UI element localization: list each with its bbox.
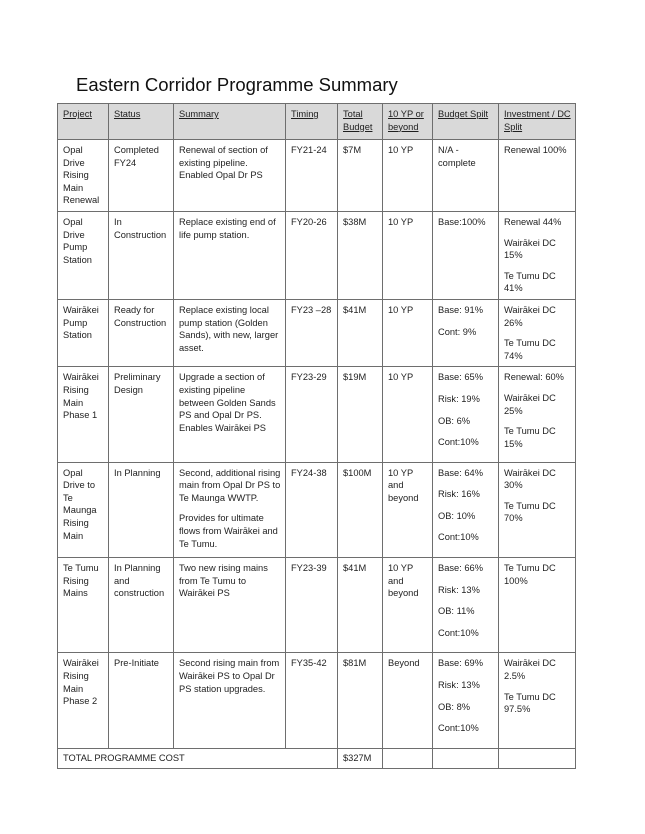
cell-timing: FY35-42 (286, 653, 338, 748)
total-empty-split (433, 748, 499, 768)
split-line: N/A - complete (438, 145, 476, 168)
cell-project: Opal Drive Pump Station (58, 211, 109, 299)
cell-yp: 10 YP (383, 367, 433, 462)
cell-budget: $81M (338, 653, 383, 748)
header-status: Status (109, 104, 174, 140)
split-line: Cont:10% (438, 532, 479, 543)
summary-line: Second rising main from Wairākei PS to Opal Dr PS station upgrades. (179, 658, 280, 694)
header-total-budget: Total Budget (338, 104, 383, 140)
cell-project: Wairākei Pump Station (58, 299, 109, 366)
cell-summary (174, 299, 286, 366)
table-row (58, 299, 576, 366)
split-line: Risk: 13% (438, 584, 480, 595)
cell-summary (174, 558, 286, 653)
cell-status: Ready for Construction (109, 299, 174, 366)
cell-timing: FY20-26 (286, 211, 338, 299)
table-body (58, 140, 576, 749)
cell-timing: FY24-38 (286, 462, 338, 557)
cell-project: Te Tumu Rising Mains (58, 558, 109, 653)
cell-budget: $38M (338, 211, 383, 299)
total-empty-yp (383, 748, 433, 768)
summary-line: Replace existing end of life pump station. (179, 216, 276, 240)
table-row (58, 140, 576, 212)
header-row (58, 104, 576, 140)
cell-timing: FY23-39 (286, 558, 338, 653)
investment-line: Renewal: 60% (504, 372, 564, 383)
cell-status: Pre-Initiate (109, 653, 174, 748)
summary-line: Renewal of section of existing pipeline. Enabled Opal Dr PS (179, 145, 268, 181)
cell-budget: $41M (338, 299, 383, 366)
cell-summary (174, 211, 286, 299)
cell-yp: 10 YP (383, 140, 433, 212)
header-project: Project (58, 104, 109, 140)
cell-split (433, 653, 499, 748)
summary-line: Provides for ultimate flows from Wairākei and Te Tumu. (179, 513, 278, 549)
split-line: Base: 69% (438, 658, 483, 669)
split-line: Risk: 13% (438, 680, 480, 691)
cell-split (433, 558, 499, 653)
cell-investment (499, 558, 576, 653)
cell-summary (174, 653, 286, 748)
table-row (58, 558, 576, 653)
summary-line: Upgrade a section of existing pipeline between Golden Sands PS and Opal Dr PS. Enables Wairākei PS (179, 372, 276, 433)
investment-line: Wairākei DC 2.5% (504, 658, 556, 682)
table-row (58, 211, 576, 299)
cell-budget: $7M (338, 140, 383, 212)
cell-status: In Planning (109, 462, 174, 557)
cell-split (433, 140, 499, 212)
cell-status: Preliminary Design (109, 367, 174, 462)
total-budget: $327M (338, 748, 383, 768)
total-label: TOTAL PROGRAMME COST (58, 748, 338, 768)
summary-line: Two new rising mains from Te Tumu to Wairākei PS (179, 563, 268, 599)
cell-budget: $41M (338, 558, 383, 653)
cell-status: In Planning and construction (109, 558, 174, 653)
investment-line: Wairākei DC 30% (504, 467, 556, 491)
cell-timing: FY23-29 (286, 367, 338, 462)
cell-budget: $100M (338, 462, 383, 557)
cell-yp: 10 YP (383, 299, 433, 366)
programme-table (57, 103, 576, 769)
cell-summary (174, 367, 286, 462)
cell-yp: 10 YP and beyond (383, 462, 433, 557)
split-line: Cont: 9% (438, 326, 477, 337)
cell-project: Wairākei Rising Main Phase 2 (58, 653, 109, 748)
cell-summary (174, 140, 286, 212)
table-row (58, 367, 576, 462)
cell-investment (499, 299, 576, 366)
cell-split (433, 367, 499, 462)
cell-timing: FY21-24 (286, 140, 338, 212)
split-line: Cont:10% (438, 627, 479, 638)
table-row (58, 462, 576, 557)
cell-budget: $19M (338, 367, 383, 462)
summary-line: Replace existing local pump station (Golden Sands), with new, larger asset. (179, 304, 279, 353)
cell-project: Opal Drive to Te Maunga Rising Main (58, 462, 109, 557)
page-title: Eastern Corridor Programme Summary (76, 74, 398, 95)
cell-project: Opal Drive Rising Main Renewal (58, 140, 109, 212)
cell-split (433, 299, 499, 366)
cell-summary (174, 462, 286, 557)
cell-split (433, 462, 499, 557)
split-line: Base: 66% (438, 563, 483, 574)
cell-yp: 10 YP and beyond (383, 558, 433, 653)
investment-line: Wairākei DC 25% (504, 392, 556, 416)
total-row (58, 748, 576, 768)
investment-line: Wairākei DC 26% (504, 304, 556, 328)
cell-status: Completed FY24 (109, 140, 174, 212)
header-budget-split: Budget Spilt (433, 104, 499, 140)
header-summary: Summary (174, 104, 286, 140)
split-line: Base: 91% (438, 304, 483, 315)
total-empty-investment (499, 748, 576, 768)
investment-line: Te Tumu DC 74% (504, 338, 556, 361)
split-line: Base:100% (438, 216, 486, 227)
investment-line: Renewal 100% (504, 145, 567, 155)
summary-line: Second, additional rising main from Opal Dr PS to Te Maunga WWTP. (179, 467, 281, 503)
split-line: Risk: 19% (438, 393, 480, 404)
cell-status: In Construction (109, 211, 174, 299)
investment-line: Wairākei DC 15% (504, 237, 556, 261)
split-line: Cont:10% (438, 437, 479, 448)
cell-investment (499, 367, 576, 462)
cell-investment (499, 653, 576, 748)
header-timing: Timing (286, 104, 338, 140)
investment-line: Te Tumu DC 41% (504, 270, 556, 294)
split-line: Risk: 16% (438, 489, 480, 500)
investment-line: Te Tumu DC 15% (504, 426, 556, 449)
investment-line: Te Tumu DC 100% (504, 563, 556, 586)
split-line: OB: 10% (438, 510, 476, 521)
cell-project: Wairākei Rising Main Phase 1 (58, 367, 109, 462)
header-investment: Investment / DC Split (499, 104, 576, 140)
table-row (58, 653, 576, 748)
split-line: Cont:10% (438, 723, 479, 734)
cell-yp: 10 YP (383, 211, 433, 299)
cell-timing: FY23 –28 (286, 299, 338, 366)
split-line: Base: 65% (438, 372, 483, 383)
investment-line: Te Tumu DC 97.5% (504, 691, 556, 715)
split-line: Base: 64% (438, 467, 483, 478)
cell-split (433, 211, 499, 299)
split-line: OB: 6% (438, 415, 471, 426)
investment-line: Renewal 44% (504, 216, 562, 227)
split-line: OB: 11% (438, 606, 475, 617)
cell-yp: Beyond (383, 653, 433, 748)
header-10yp: 10 YP or beyond (383, 104, 433, 140)
split-line: OB: 8% (438, 701, 471, 712)
cell-investment (499, 462, 576, 557)
cell-investment (499, 140, 576, 212)
investment-line: Te Tumu DC 70% (504, 500, 556, 524)
cell-investment (499, 211, 576, 299)
